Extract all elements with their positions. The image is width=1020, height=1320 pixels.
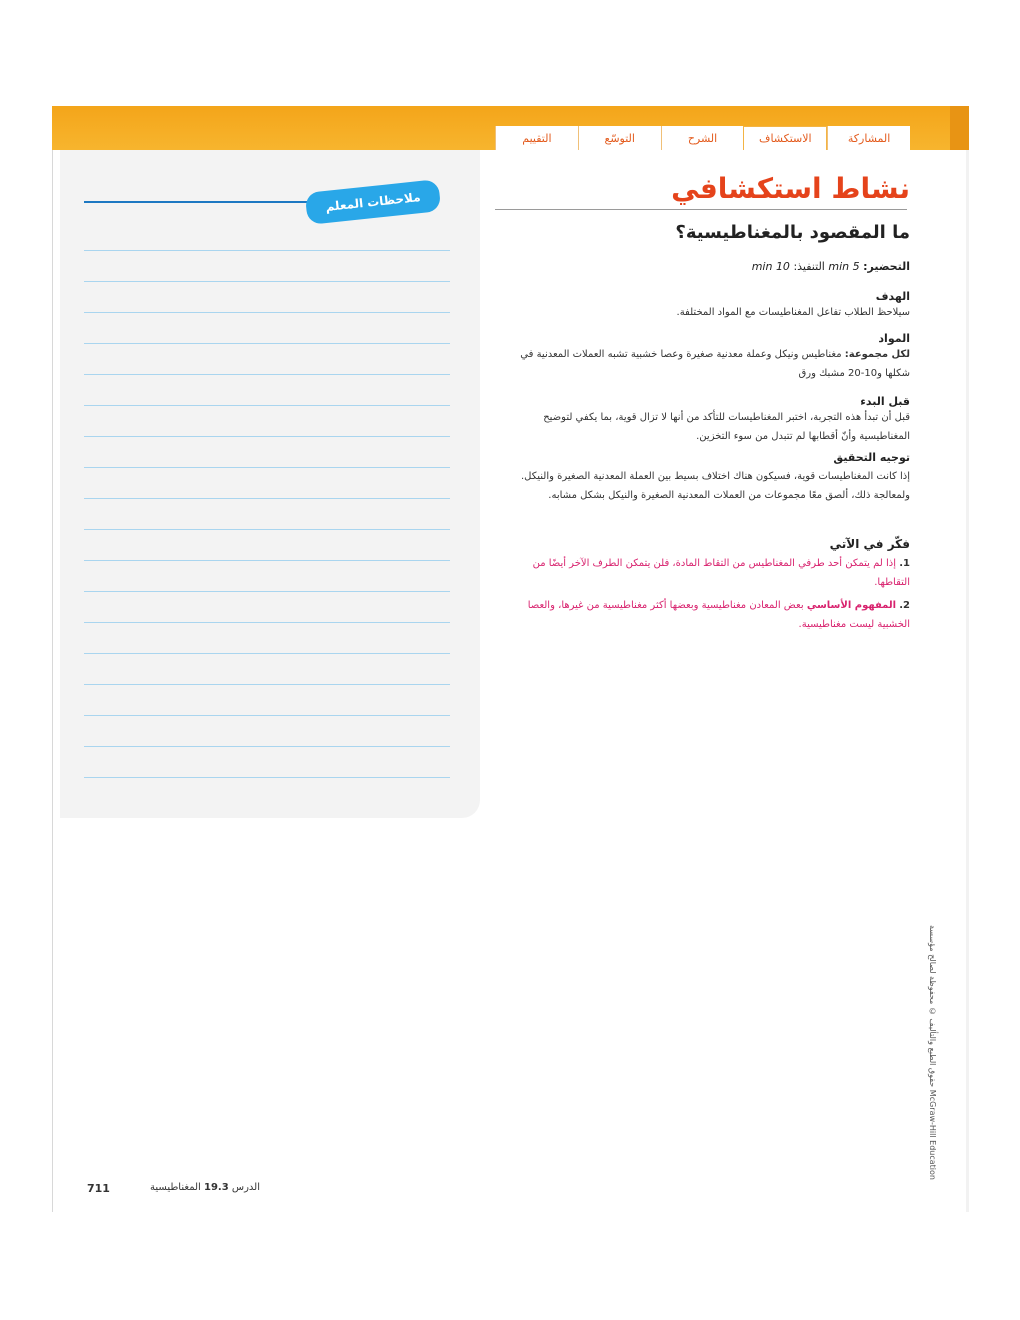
note-line xyxy=(84,374,450,375)
note-line xyxy=(84,467,450,468)
teacher-notes-title: ملاحظات المعلم xyxy=(305,179,442,225)
note-line xyxy=(84,343,450,344)
answer-1-number: 1. xyxy=(899,558,910,569)
note-line xyxy=(84,560,450,561)
note-line xyxy=(84,436,450,437)
lesson-title: المغناطيسية xyxy=(150,1182,201,1193)
goal-heading: الهدف xyxy=(875,290,910,303)
page-edge xyxy=(966,150,969,1212)
guide-text: إذا كانت المغناطيسات قوية، فسيكون هناك اختلاف بسيط بين العملة المعدنية الصغيرة والنيكل. ولمعالجة ذلك، ألصق معًا مجموعات من العملات المعدنية الصغيرة والنيكل بشكل مشابه. xyxy=(520,471,910,501)
note-line xyxy=(84,653,450,654)
note-line xyxy=(84,312,450,313)
activity-question: ما المقصود بالمغناطيسية؟ xyxy=(675,222,910,243)
lesson-tabs xyxy=(495,126,910,150)
note-line xyxy=(84,591,450,592)
guide-heading: توجيه التحقيق xyxy=(833,451,910,464)
materials-list: مغناطيس ونيكل وعملة معدنية صغيرة وعصا خشبية تشبه العملات المعدنية في شكلها و10-20 مشبك ورق xyxy=(520,349,910,379)
before-start-heading: قبل البدء xyxy=(860,395,910,408)
answer-2-number: 2. xyxy=(899,600,910,611)
note-line xyxy=(84,622,450,623)
copyright-credit: حقوق الطبع والتأليف © محفوظة لصالح مؤسسة McGraw-Hill Education xyxy=(928,925,937,1180)
lesson-footer xyxy=(130,1182,260,1193)
notes-title-rule xyxy=(84,201,309,203)
title-rule xyxy=(495,209,907,210)
lesson-number: 19.3 xyxy=(204,1182,229,1193)
materials-group-label: لكل مجموعة: xyxy=(844,349,910,360)
activity-title: نشاط استكشافي xyxy=(671,172,910,205)
tab-elaborate[interactable]: التوسّع xyxy=(578,126,661,150)
note-line xyxy=(84,684,450,685)
tab-explain[interactable]: الشرح xyxy=(661,126,744,150)
answer-2-label: المفهوم الأساسي xyxy=(806,600,897,611)
timing-line xyxy=(752,260,910,273)
prep-label: التحضير: xyxy=(863,260,910,273)
note-line xyxy=(84,715,450,716)
note-line xyxy=(84,281,450,282)
tab-evaluate[interactable]: التقييم xyxy=(495,126,578,150)
tab-explore[interactable]: الاستكشاف xyxy=(743,126,827,150)
think-heading: فكّر في الآتي xyxy=(829,537,910,551)
page-number: 711 xyxy=(87,1182,110,1195)
goal-text: سيلاحظ الطلاب تفاعل المغناطيسات مع المواد المختلفة. xyxy=(676,307,910,318)
materials-text xyxy=(510,345,910,383)
answer-1 xyxy=(518,554,910,592)
answer-2 xyxy=(518,596,910,634)
note-line xyxy=(84,405,450,406)
note-line xyxy=(84,250,450,251)
materials-heading: المواد xyxy=(878,332,910,345)
note-line xyxy=(84,777,450,778)
exec-value: 10 min xyxy=(751,260,790,273)
prep-value: 5 min xyxy=(828,260,860,273)
before-start-text: قبل أن تبدأ هذه التجربة، اختبر المغناطيسات للتأكد من أنها لا تزال قوية، بما يكفي لتوضيح المغناطيسية وأنّ أقطابها لم تتبدل من سوء التخزين. xyxy=(543,412,910,442)
tab-engage[interactable]: المشاركة xyxy=(827,126,910,150)
note-line xyxy=(84,746,450,747)
exec-label: التنفيذ: xyxy=(793,260,825,273)
answer-1-text: إذا لم يتمكن أحد طرفي المغناطيس من التقاط المادة، فلن يتمكن الطرف الآخر أيضًا من التقاطها. xyxy=(532,558,910,588)
note-line xyxy=(84,529,450,530)
note-line xyxy=(84,498,450,499)
header-bar-corner xyxy=(950,106,969,150)
lesson-label: الدرس xyxy=(231,1182,260,1193)
answer-2-text: بعض المعادن مغناطيسية وبعضها أكثر مغناطيسية من غيرها، والعصا الخشبية ليست مغناطيسية. xyxy=(527,600,910,630)
